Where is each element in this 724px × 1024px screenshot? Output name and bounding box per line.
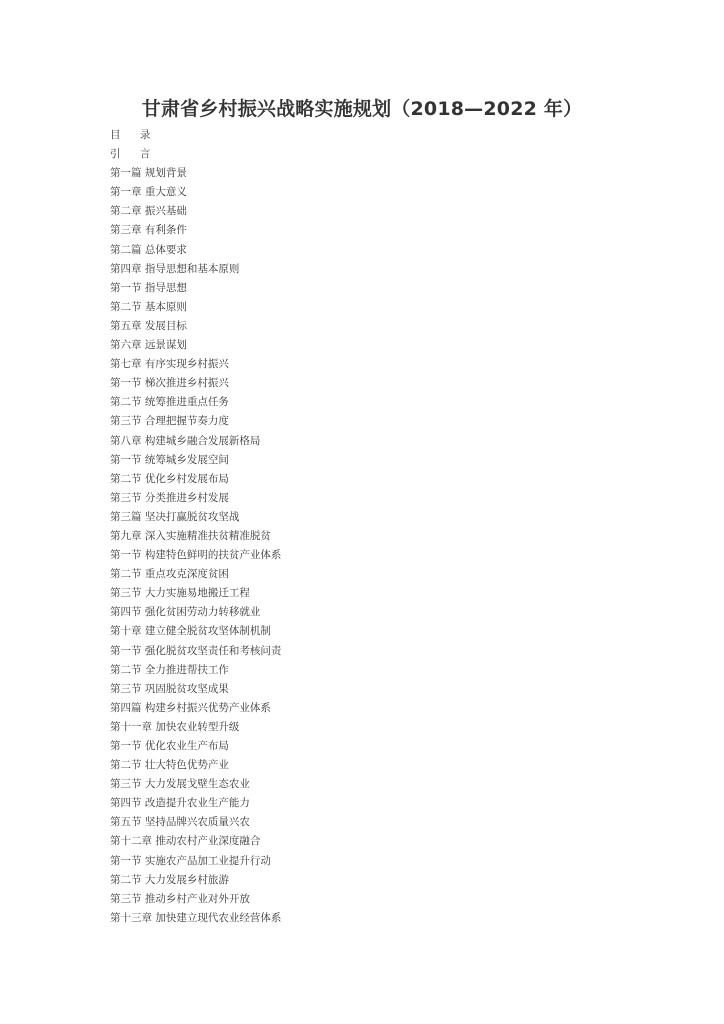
toc-entry: 第一节 统筹城乡发展空间 (110, 453, 229, 466)
toc-entry: 第二节 全力推进帮扶工作 (110, 663, 229, 676)
toc-entry: 第三章 有利条件 (110, 224, 187, 237)
toc-entry: 引 言 (110, 148, 159, 161)
toc-entry: 第一节 强化脱贫攻坚责任和考核问责 (110, 644, 282, 657)
toc-entry: 第二节 优化乡村发展布局 (110, 472, 229, 485)
toc-entry: 第十章 建立健全脱贫攻坚体制机制 (110, 625, 271, 638)
toc-entry: 第三节 巩固脱贫攻坚成果 (110, 682, 229, 695)
document-title: 甘肃省乡村振兴战略实施规划（2018—2022 年） (141, 98, 583, 120)
toc-entry: 第六章 远景谋划 (110, 339, 187, 352)
toc-entry: 第九章 深入实施精准扶贫精准脱贫 (110, 529, 271, 542)
toc-entry: 第二节 壮大特色优势产业 (110, 759, 229, 772)
toc-entry: 第一节 构建特色鲜明的扶贫产业体系 (110, 549, 282, 562)
toc-entry: 第二节 大力发展乡村旅游 (110, 873, 229, 886)
toc-entry: 第二节 统筹推进重点任务 (110, 396, 229, 409)
toc-entry: 第一节 指导思想 (110, 281, 187, 294)
toc-entry: 第三节 分类推进乡村发展 (110, 491, 229, 504)
toc-entry: 第三节 大力实施易地搬迁工程 (110, 587, 250, 600)
toc-entry: 第二节 重点攻克深度贫困 (110, 568, 229, 581)
table-of-contents (110, 126, 281, 928)
toc-entry: 第十三章 加快建立现代农业经营体系 (110, 911, 282, 924)
toc-entry: 第四节 强化贫困劳动力转移就业 (110, 606, 261, 619)
toc-entry: 第三节 大力发展戈壁生态农业 (110, 778, 250, 791)
toc-entry: 第一节 实施农产品加工业提升行动 (110, 854, 271, 867)
toc-entry: 第三篇 坚决打赢脱贫攻坚战 (110, 510, 240, 523)
toc-entry: 第三节 合理把握节奏力度 (110, 415, 229, 428)
toc-entry: 第一节 梯次推进乡村振兴 (110, 377, 229, 390)
toc-entry: 第十二章 推动农村产业深度融合 (110, 835, 261, 848)
toc-entry: 第四节 改造提升农业生产能力 (110, 797, 250, 810)
toc-entry: 第四章 指导思想和基本原则 (110, 262, 240, 275)
toc-entry: 第五节 坚持品牌兴农质量兴农 (110, 816, 250, 829)
toc-entry: 第二篇 总体要求 (110, 243, 187, 256)
toc-entry: 第二节 基本原则 (110, 300, 187, 313)
toc-entry: 第一节 优化农业生产布局 (110, 740, 229, 752)
toc-entry: 第二章 振兴基础 (110, 205, 187, 218)
toc-entry: 目 录 (110, 129, 159, 141)
toc-entry: 第五章 发展目标 (110, 319, 187, 332)
toc-entry: 第七章 有序实现乡村振兴 (110, 358, 229, 371)
toc-entry: 第八章 构建城乡融合发展新格局 (110, 434, 261, 447)
toc-entry: 第四篇 构建乡村振兴优势产业体系 (110, 701, 271, 714)
toc-entry: 第一章 重大意义 (110, 186, 187, 199)
toc-entry: 第十一章 加快农业转型升级 (110, 720, 240, 733)
toc-entry: 第三节 推动乡村产业对外开放 (110, 892, 250, 905)
toc-entry: 第一篇 规划背景 (110, 167, 187, 180)
